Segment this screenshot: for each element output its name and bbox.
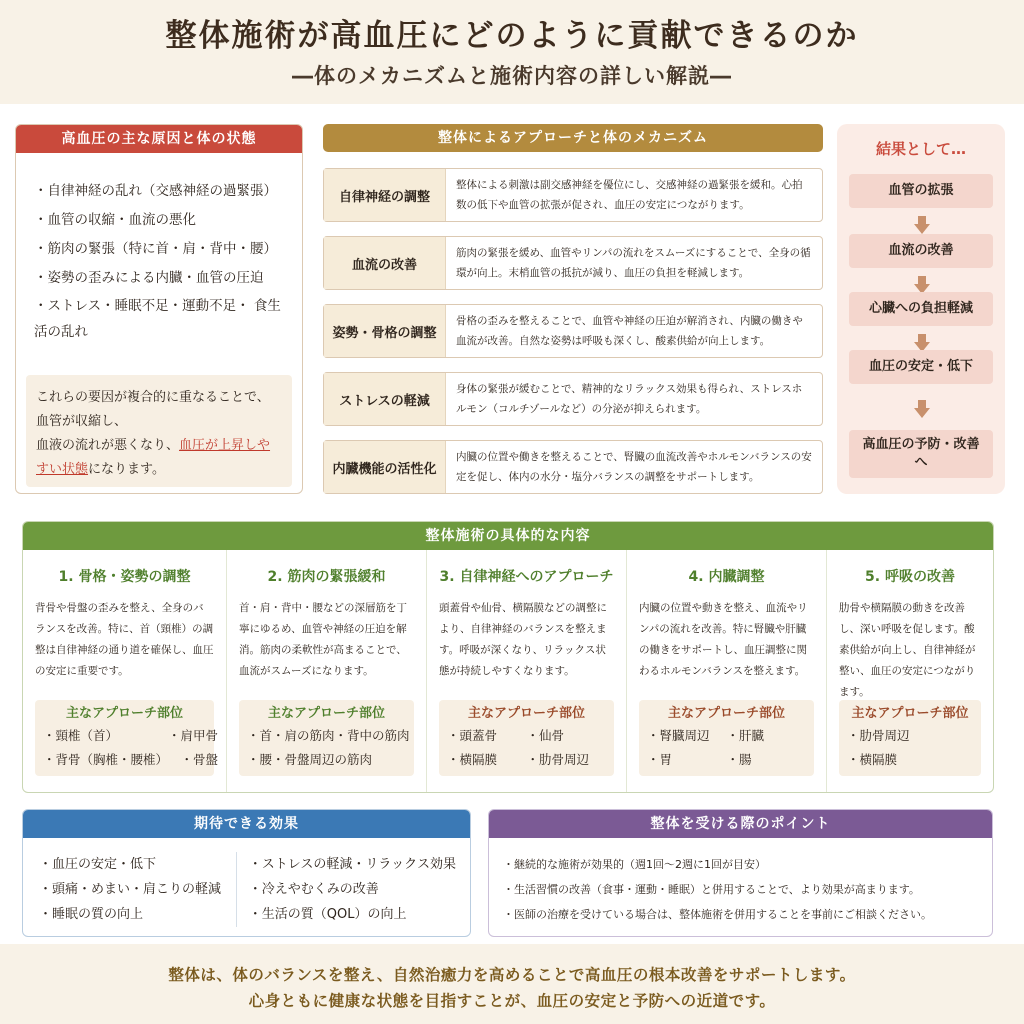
technique-heading: 4. 内臓調整 bbox=[688, 569, 765, 585]
list-item: ・冷えやむくみの改善 bbox=[248, 882, 379, 897]
technique-description: 頭蓋骨や仙骨、横隔膜などの調整により、自律神経のバランスを整えます。呼吸が深くなり、リラックス状態が持続しやすくなります。 bbox=[439, 602, 607, 677]
part-item: ・首・肩の筋肉 bbox=[247, 728, 335, 743]
causes-title: 高血圧の主な原因と体の状態 bbox=[16, 125, 302, 153]
list-item: ・ストレスの軽減・リラックス効果 bbox=[248, 857, 456, 872]
parts-grid bbox=[43, 724, 219, 772]
mechanism-label: 自律神経の調整 bbox=[324, 169, 446, 221]
technique-description: 背骨や骨盤の歪みを整え、全身のバランスを改善。特に、首（頸椎）の調整は自律神経の通り道を確保し、血圧の安定に重要です。 bbox=[35, 602, 214, 677]
technique-description: 内臓の位置や動きを整え、血流やリンパの流れを改善。特に腎臓や肝臓の働きをサポートし、血圧調整に関わるホルモンバランスを整えます。 bbox=[639, 602, 808, 677]
parts-grid bbox=[847, 724, 973, 772]
approach-parts bbox=[839, 700, 981, 776]
header bbox=[0, 0, 1024, 104]
parts-grid bbox=[647, 724, 806, 772]
causes-list bbox=[16, 153, 302, 345]
parts-title: 主なアプローチ部位 bbox=[65, 706, 183, 721]
part-item: ・背中の筋肉 bbox=[334, 728, 410, 743]
part-item: ・横隔膜 bbox=[447, 752, 498, 767]
parts-title: 主なアプローチ部位 bbox=[467, 706, 585, 721]
technique-heading: 2. 筋肉の緊張緩和 bbox=[267, 569, 386, 585]
technique-column bbox=[826, 550, 993, 792]
page-title: 整体施術が高血圧にどのように貢献できるのか bbox=[165, 18, 859, 54]
mechanism-title: 整体によるアプローチと体のメカニズム bbox=[323, 124, 823, 152]
points-list bbox=[489, 838, 992, 927]
part-item: ・肝臓 bbox=[726, 728, 765, 743]
list-item: ・継続的な施術が効果的（週1回〜2週に1回が目安） bbox=[503, 858, 766, 871]
approach-parts bbox=[439, 700, 614, 776]
mechanism-label: 血流の改善 bbox=[324, 237, 446, 289]
footer bbox=[0, 944, 1024, 1024]
effects-title: 期待できる効果 bbox=[23, 810, 470, 838]
list-item: ・筋肉の緊張（特に首・肩・背中・腰） bbox=[34, 241, 277, 257]
note-line: これらの要因が複合的に重なることで、 bbox=[36, 390, 270, 405]
list-item: ・生活習慣の改善（食事・運動・睡眠）と併用することで、より効果が高まります。 bbox=[503, 883, 920, 896]
points-panel bbox=[488, 809, 993, 937]
technique-heading: 1. 骨格・姿勢の調整 bbox=[58, 569, 191, 585]
list-item: ・頭痛・めまい・肩こりの軽減 bbox=[39, 882, 222, 897]
part-item: ・頭蓋骨 bbox=[447, 728, 498, 743]
mechanism-row bbox=[323, 440, 823, 494]
part-item: ・背骨（胸椎・腰椎） bbox=[43, 752, 169, 767]
part-item: ・骨盤 bbox=[180, 752, 219, 767]
technique-column bbox=[426, 550, 626, 792]
part-item: ・肩甲骨 bbox=[168, 728, 219, 743]
parts-grid bbox=[447, 724, 606, 772]
note-text: 血液の流れが悪くなり、 bbox=[36, 438, 180, 453]
part-item: ・腸 bbox=[726, 752, 752, 767]
part-item: ・横隔膜 bbox=[847, 752, 898, 767]
results-panel bbox=[837, 124, 1005, 494]
mechanism-text: 筋肉の緊張を緩め、血管やリンパの流れをスムーズにすることで、全身の循環が向上。末梢血管の抵抗が減り、血圧の負担を軽減します。 bbox=[456, 247, 811, 279]
note-highlight: 血圧が上昇しやすい状態 bbox=[36, 438, 271, 477]
techniques-panel bbox=[22, 521, 994, 793]
approach-parts bbox=[639, 700, 814, 776]
list-item: ・生活の質（QOL）の向上 bbox=[248, 907, 407, 922]
parts-title: 主なアプローチ部位 bbox=[667, 706, 785, 721]
effects-list-left bbox=[39, 852, 236, 927]
mechanism-row bbox=[323, 168, 823, 222]
note-line: 血管が収縮し、 bbox=[36, 414, 128, 429]
mechanism-row bbox=[323, 372, 823, 426]
mechanism-row bbox=[323, 304, 823, 358]
result-step: 心臓への負担軽減 bbox=[849, 292, 993, 326]
result-step: 高血圧の予防・改善へ bbox=[849, 430, 993, 478]
arrow-down-icon bbox=[914, 408, 930, 418]
list-item: ・姿勢の歪みによる内臓・血管の圧迫 bbox=[34, 270, 264, 286]
page-subtitle: ―体のメカニズムと施術内容の詳しい解説― bbox=[292, 64, 732, 89]
mechanism-text: 身体の緊張が緩むことで、精神的なリラックス効果も得られ、ストレスホルモン（コルチゾールなど）の分泌が抑えられます。 bbox=[456, 383, 803, 415]
technique-heading: 5. 呼吸の改善 bbox=[865, 569, 955, 585]
technique-heading: 3. 自律神経へのアプローチ bbox=[439, 569, 614, 585]
points-title: 整体を受ける際のポイント bbox=[489, 810, 992, 838]
causes-panel bbox=[15, 124, 303, 494]
causes-note bbox=[26, 375, 292, 487]
part-item: ・肋骨周辺 bbox=[526, 752, 590, 767]
mechanism-label: ストレスの軽減 bbox=[324, 373, 446, 425]
effects-list-right bbox=[236, 852, 456, 927]
parts-grid bbox=[247, 724, 410, 772]
technique-column bbox=[626, 550, 826, 792]
arrow-down-icon bbox=[914, 224, 930, 234]
mechanism-row bbox=[323, 236, 823, 290]
mechanism-label: 姿勢・骨格の調整 bbox=[324, 305, 446, 357]
footer-line: 心身ともに健康な状態を目指すことが、血圧の安定と予防への近道です。 bbox=[248, 992, 776, 1010]
part-item: ・腰・骨盤周辺の筋肉 bbox=[247, 752, 373, 767]
list-item: ・血圧の安定・低下 bbox=[39, 857, 157, 872]
result-step: 血流の改善 bbox=[849, 234, 993, 268]
part-item: ・肋骨周辺 bbox=[847, 728, 910, 743]
parts-title: 主なアプローチ部位 bbox=[267, 706, 385, 721]
approach-parts bbox=[239, 700, 414, 776]
technique-column bbox=[23, 550, 226, 792]
techniques-title: 整体施術の具体的な内容 bbox=[23, 522, 993, 550]
list-item: ・医師の治療を受けている場合は、整体施術を併用することを事前にご相談ください。 bbox=[503, 908, 932, 921]
parts-title: 主なアプローチ部位 bbox=[851, 706, 969, 721]
result-step: 血管の拡張 bbox=[849, 174, 993, 208]
approach-parts bbox=[35, 700, 219, 776]
main-content bbox=[0, 104, 1024, 944]
list-item: ・睡眠の質の向上 bbox=[39, 907, 144, 922]
mechanism-text: 骨格の歪みを整えることで、血管や神経の圧迫が解消され、内臓の働きや血流が改善。自然な姿勢は呼吸も深くし、酸素供給が向上します。 bbox=[456, 315, 803, 347]
technique-column bbox=[226, 550, 426, 792]
technique-description: 首・肩・背中・腰などの深層筋を丁寧にゆるめ、血管や神経の圧迫を解消。筋肉の柔軟性が高まることで、血流がスムーズになります。 bbox=[239, 602, 407, 677]
part-item: ・仙骨 bbox=[526, 728, 565, 743]
result-step: 血圧の安定・低下 bbox=[849, 350, 993, 384]
note-text: になります。 bbox=[88, 462, 165, 477]
effects-columns bbox=[23, 838, 470, 927]
part-item: ・腎臓周辺 bbox=[647, 728, 710, 743]
technique-description: 肋骨や横隔膜の動きを改善し、深い呼吸を促します。酸素供給が向上し、自律神経が整い、血圧の安定につながります。 bbox=[839, 602, 976, 698]
mechanism-text: 整体による刺激は副交感神経を優位にし、交感神経の過緊張を緩和。心拍数の低下や血管の拡張が促され、血圧の安定につながります。 bbox=[456, 179, 803, 211]
part-item: ・頸椎（首） bbox=[43, 728, 119, 743]
mechanism-panel bbox=[323, 124, 823, 494]
list-item: ・血管の収縮・血流の悪化 bbox=[34, 212, 196, 228]
results-title: 結果として… bbox=[875, 140, 966, 158]
mechanism-text: 内臓の位置や働きを整えることで、腎臓の血流改善やホルモンバランスの安定を促し、体内の水分・塩分バランスの調整をサポートします。 bbox=[456, 451, 812, 483]
part-item: ・胃 bbox=[647, 752, 673, 767]
mechanism-label: 内臓機能の活性化 bbox=[324, 441, 446, 493]
list-item: ・自律神経の乱れ（交感神経の過緊張） bbox=[34, 183, 277, 199]
footer-line: 整体は、体のバランスを整え、自然治癒力を高めることで高血圧の根本改善をサポートします。 bbox=[168, 966, 856, 984]
list-item: ・ストレス・睡眠不足・運動不足・ 食生活の乱れ bbox=[34, 298, 281, 340]
effects-panel bbox=[22, 809, 471, 937]
note-line bbox=[36, 434, 282, 482]
